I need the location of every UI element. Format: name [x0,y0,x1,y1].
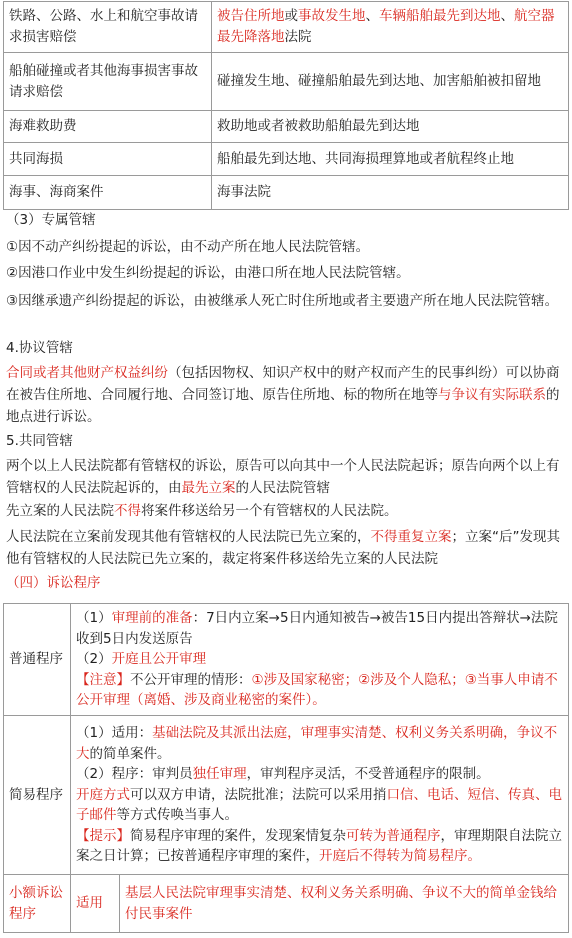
text-run: 、 [365,8,379,24]
text-run: 海事法院 [217,184,271,200]
simple-content [71,716,569,875]
text-run: （2） [76,651,112,668]
text-run: 先立案的人民法院 [6,503,114,519]
highlight-text: 独任审理 [192,766,247,783]
ordinary-label: 普通程序 [4,604,71,716]
court-cell [212,111,569,143]
exclusive-item: ②因港口作业中发生纠纷提起的诉讼，由港口所在地人民法院管辖。 [6,265,410,281]
text-run: ：7日内立案→5日内通知被告→被告15日内提出答辩状→法院收到5日内发送原告 [76,610,558,647]
table-row [4,716,569,875]
text-run: 简易程序审理的案件，发现案情复杂 [130,827,346,844]
text-run: ，审判程序灵活，不受普通程序的限制。 [246,766,490,783]
procedure-heading: （四）诉讼程序 [6,575,101,591]
text-run: 可以双方申请，法院批准；法院可以采用捎 [130,786,387,803]
simple-line [76,764,563,785]
text-run: 的人民法院管辖 [235,480,330,496]
table-row [4,111,569,143]
text-run: 不公开审理的情形： [130,671,252,688]
small-claims-sublabel: 适用 [71,875,120,933]
ordinary-content [71,604,569,716]
joint-paragraph [6,500,564,522]
table-row [4,604,569,716]
highlight-text: 基础法院及其派出法庭，审理事实清楚、权利义务关系明确，争议不大 [76,724,558,762]
text-run: 两个以上人民法院都有管辖权的诉讼，原告可以向其中一个人民法院起诉；原告向两个以上有管辖权的人民法院起诉的，由 [6,458,560,496]
highlight-text: 口信、电话、短信、传真、电子邮件 [76,786,562,824]
simple-label: 简易程序 [4,716,71,875]
highlight-text: 不得重复立案 [370,529,452,545]
simple-line [76,826,563,867]
table-row [4,53,569,111]
highlight-text: 合同或者其他财产权益纠纷 [6,365,168,381]
court-cell [212,176,569,210]
highlight-text: 可转为普通程序 [346,827,441,844]
highlight-text: 与争议有实际联系 [438,387,546,403]
ordinary-line [76,608,563,649]
text-run: 船舶最先到达地、共同海损理算地或者航程终止地 [217,150,514,167]
highlight-text: 最先立案 [181,480,236,496]
text-run: 的简单案件。 [89,745,171,762]
simple-line [76,785,563,826]
case-type-cell: 船舶碰撞或者其他海事损害事故请求赔偿 [4,53,212,111]
jurisdiction-table [3,1,569,210]
simple-line [76,723,563,764]
text-run: 的地点进行诉讼。 [6,387,560,425]
highlight-text: 车辆船舶最先到达地 [379,8,501,24]
table-row [4,143,569,176]
case-type-cell: 共同海损 [4,143,212,176]
highlight-text: 不得 [114,503,141,519]
highlight-text: 开庭方式 [76,786,130,803]
text-run: 等方式传唤当事人。 [116,807,238,824]
table-row [4,2,569,53]
text-run: 法院 [284,29,312,45]
highlight-text: 【提示】 [76,827,130,844]
case-type-cell: 铁路、公路、水上和航空事故请求损害赔偿 [4,2,212,53]
text-run: ；立案“后”发现其他有管辖权的人民法院已先立案的，裁定将案件移送给先立案的人民法院 [6,529,560,567]
ordinary-line [76,670,563,711]
agreement-heading: 4.协议管辖 [6,340,73,356]
highlight-text: 事故发生地 [298,8,366,24]
court-cell [212,2,569,53]
joint-heading: 5.共同管辖 [6,433,73,449]
ordinary-line [76,649,563,670]
agreement-text [6,362,564,428]
joint-paragraph [6,455,564,499]
table-row [4,176,569,210]
procedure-table [3,603,569,933]
case-type-cell: 海事、海商案件 [4,176,212,210]
text-run: （包括因物权、知识产权中的财产权而产生的民事纠纷）可以协商在被告住所地、合同履行地、合同签订地、原告住所地、标的物所在地等 [6,365,560,403]
text-run: （1） [76,610,112,627]
highlight-text: ①涉及国家秘密；②涉及个人隐私；③当事人申请不公开审理（离婚、涉及商业秘密的案件）。 [76,671,558,709]
text-run: 或 [284,8,298,24]
text-run: ，审理期限自法院立案之日计算；已按普通程序审理的案件， [76,827,562,865]
text-run: 、 [500,8,514,24]
highlight-text: 【注意】 [76,671,130,688]
exclusive-item: ①因不动产纠纷提起的诉讼，由不动产所在地人民法院管辖。 [6,239,370,255]
text-run: （2）程序：审判员 [76,766,193,783]
exclusive-heading: （3）专属管辖 [6,212,96,228]
highlight-text: 开庭且公开审理 [111,651,207,668]
text-run: 将案件移送给另一个有管辖权的人民法院。 [141,503,398,519]
highlight-text: 航空器最先降落地 [217,8,555,45]
small-claims-content: 基层人民法院审理事实清楚、权利义务关系明确、争议不大的简单金钱给付民事案件 [120,875,569,933]
small-claims-label: 小额诉讼程序 [4,875,71,933]
text-run: （1）适用： [76,724,153,741]
highlight-text: 被告住所地 [217,8,285,24]
text-run: 人民法院在立案前发现其他有管辖权的人民法院已先立案的， [6,529,371,545]
case-type-cell: 海难救助费 [4,111,212,143]
exclusive-item: ③因继承遗产纠纷提起的诉讼，由被继承人死亡时住所地或者主要遗产所在地人民法院管辖。 [6,293,559,309]
highlight-text: 开庭后不得转为简易程序。 [319,848,481,865]
court-cell [212,53,569,111]
table-row [4,875,569,933]
court-cell [212,143,569,176]
joint-paragraph [6,526,564,570]
text-run: 救助地或者被救助船舶最先到达地 [217,118,420,134]
text-run: 碰撞发生地、碰撞船舶最先到达地、加害船舶被扣留地 [217,73,541,89]
highlight-text: 审理前的准备 [111,610,193,627]
